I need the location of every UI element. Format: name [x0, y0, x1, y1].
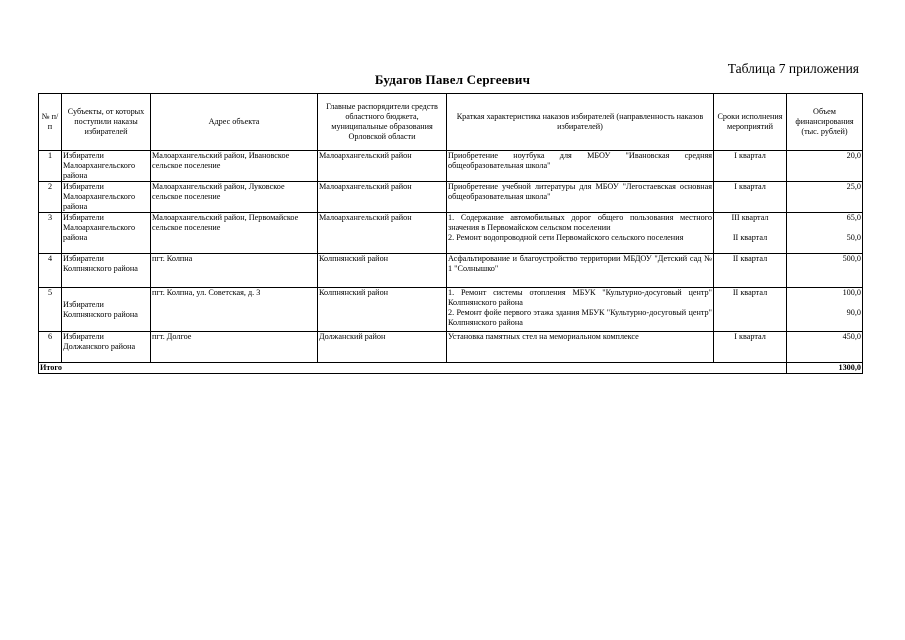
row-address: пгт. Колпна, ул. Советская, д. 3: [151, 288, 318, 332]
row-subject: Избиратели Малоархангельского района: [62, 151, 151, 182]
row-term: [714, 288, 787, 332]
row-amount-item: 100,0: [842, 288, 861, 297]
total-label: Итого: [39, 363, 787, 374]
row-term: I квартал: [714, 151, 787, 182]
row-number: 1: [39, 151, 62, 182]
total-row: [39, 363, 863, 374]
row-subject: Избиратели Колпнянского района: [62, 288, 151, 332]
row-description: [447, 213, 714, 254]
row-amount-item: 50,0: [846, 233, 861, 242]
row-amount: 450,0: [787, 332, 863, 363]
row-description-item: 1. Ремонт системы отопления МБУК "Культурно-досуговый центр" Колпнянского района: [448, 288, 712, 307]
header-num: № п/п: [39, 94, 62, 151]
header-description: Краткая характеристика наказов избирателей (направленность наказов избирателей): [447, 94, 714, 151]
row-description: Приобретение учебной литературы для МБОУ "Легостаевская основная общеобразовательная школа": [447, 182, 714, 213]
row-number: 5: [39, 288, 62, 332]
table-row: [39, 182, 863, 213]
row-address: пгт. Долгое: [151, 332, 318, 363]
row-term-item: II квартал: [732, 233, 768, 242]
row-term: I квартал: [714, 332, 787, 363]
row-description: Приобретение ноутбука для МБОУ "Ивановская средняя общеобразовательная школа": [447, 151, 714, 182]
table-row: [39, 151, 863, 182]
row-description: Установка памятных стел на мемориальном комплексе: [447, 332, 714, 363]
row-address: Малоархангельский район, Первомайское сельское поселение: [151, 213, 318, 254]
row-term: I квартал: [714, 182, 787, 213]
row-address: Малоархангельский район, Ивановское сельское поселение: [151, 151, 318, 182]
table-header-row: [39, 94, 863, 151]
row-description-item: 2. Ремонт фойе первого этажа здания МБУК "Культурно-досуговый центр" Колпнянского района: [448, 308, 712, 327]
header-subjects: Субъекты, от которых поступили наказы избирателей: [62, 94, 151, 151]
row-amount: 20,0: [787, 151, 863, 182]
row-amount-item: 65,0: [846, 213, 861, 222]
table-row: [39, 213, 863, 254]
row-term: [714, 213, 787, 254]
row-manager: Колпнянский район: [318, 254, 447, 288]
row-amount: 500,0: [787, 254, 863, 288]
row-manager: Малоархангельский район: [318, 182, 447, 213]
row-term: II квартал: [714, 254, 787, 288]
row-number: 3: [39, 213, 62, 254]
row-address: пгт. Колпна: [151, 254, 318, 288]
row-number: 4: [39, 254, 62, 288]
total-amount: 1300,0: [787, 363, 863, 374]
row-description-item: 1. Содержание автомобильных дорог общего пользования местного значения в Первомайском сельском поселении: [448, 213, 712, 232]
table-row: [39, 332, 863, 363]
row-address: Малоархангельский район, Луковское сельское поселение: [151, 182, 318, 213]
voter-orders-table: [38, 93, 863, 374]
table-row: [39, 254, 863, 288]
row-amount-item: 90,0: [846, 308, 861, 317]
row-number: 6: [39, 332, 62, 363]
row-amount: 25,0: [787, 182, 863, 213]
row-subject: Избиратели Колпнянского района: [62, 254, 151, 288]
row-manager: Малоархангельский район: [318, 151, 447, 182]
row-term-item: III квартал: [731, 213, 769, 222]
row-term-item: II квартал: [732, 288, 768, 297]
header-managers: Главные распорядители средств областного бюджета, муниципальные образования Орловской области: [318, 94, 447, 151]
header-volume: Объем финансирования (тыс. рублей): [787, 94, 863, 151]
table-row: [39, 288, 863, 332]
deputy-name-heading: Будагов Павел Сергеевич: [374, 72, 531, 87]
row-subject: Избиратели Малоархангельского района: [62, 182, 151, 213]
row-description: [447, 288, 714, 332]
header-address: Адрес объекта: [151, 94, 318, 151]
row-subject: Избиратели Должанского района: [62, 332, 151, 363]
row-amount: [787, 213, 863, 254]
row-description-item: 2. Ремонт водопроводной сети Первомайского сельского поселения: [448, 233, 684, 242]
table-number-label: Таблица 7 приложения: [727, 61, 859, 76]
row-manager: Колпнянский район: [318, 288, 447, 332]
row-manager: Должанский район: [318, 332, 447, 363]
row-description: Асфальтирование и благоустройство территории МБДОУ "Детский сад № 1 "Солнышко": [447, 254, 714, 288]
row-subject: Избиратели Малоархангельского района: [62, 213, 151, 254]
row-amount: [787, 288, 863, 332]
row-number: 2: [39, 182, 62, 213]
row-manager: Малоархангельский район: [318, 213, 447, 254]
header-terms: Сроки исполнения мероприятий: [714, 94, 787, 151]
